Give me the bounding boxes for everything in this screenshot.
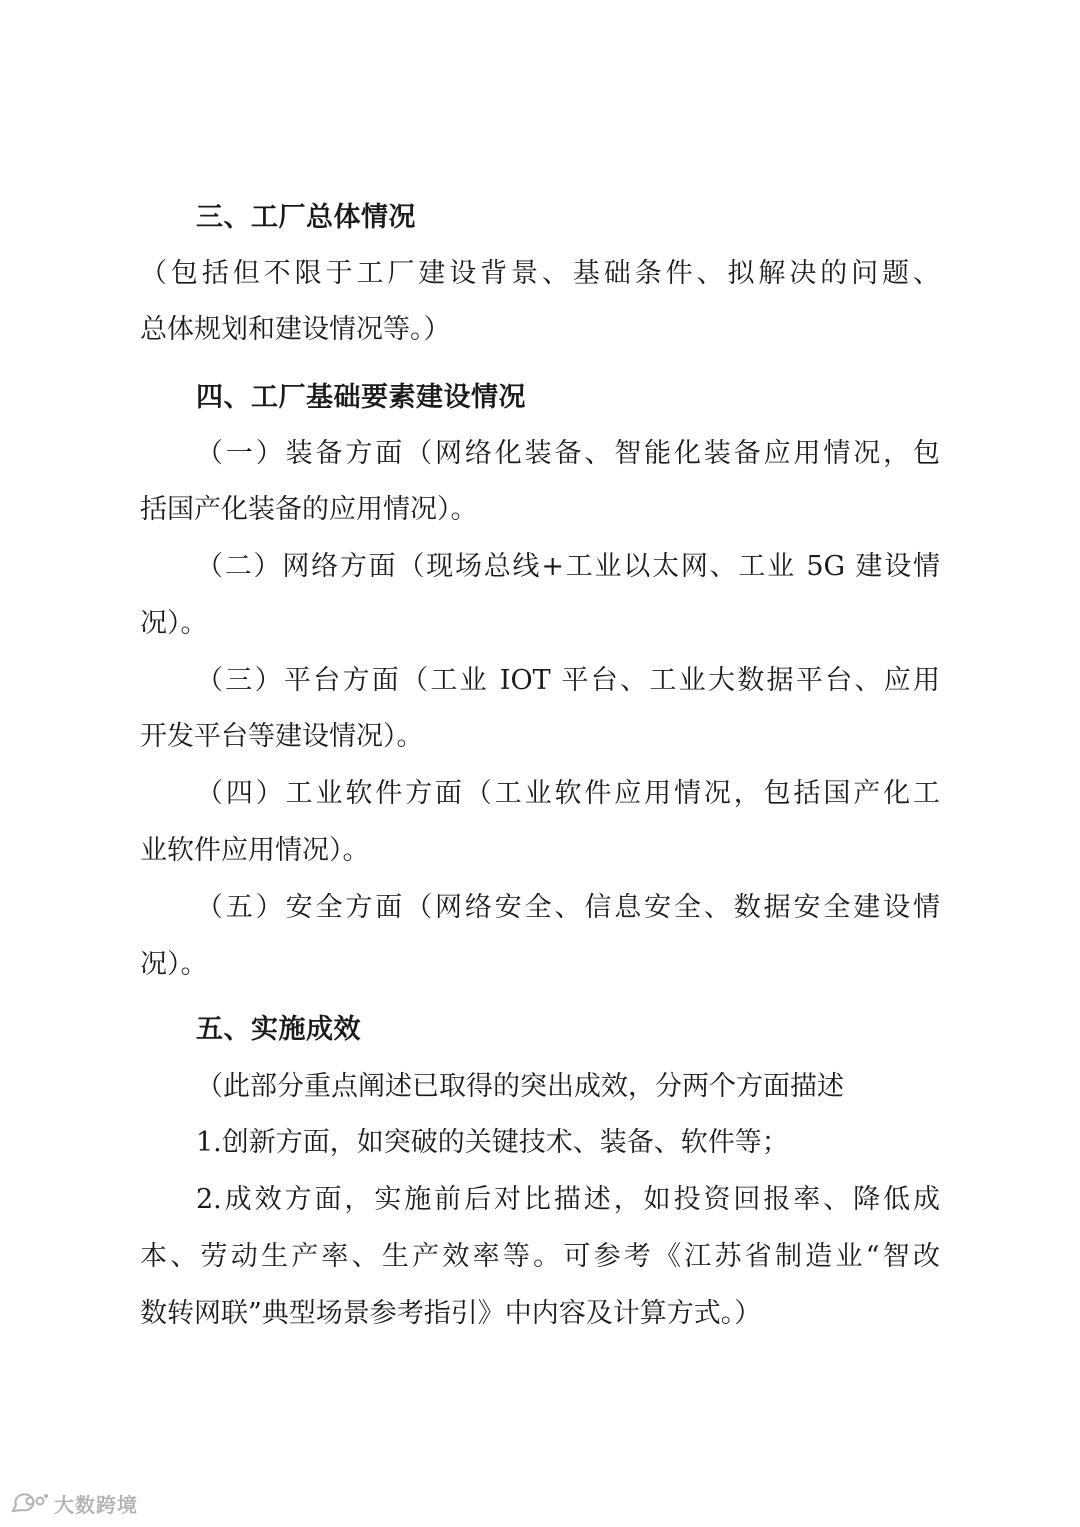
watermark: [10, 1488, 138, 1518]
section-5-point-2-line-3: 数转网联”典型场景参考指引》中内容及计算方式。）: [140, 1298, 762, 1329]
section-4-item-1-line-2: 括国产化装备的应用情况）。: [140, 494, 478, 525]
section-5-heading: 五、实施成效: [196, 1014, 361, 1045]
section-4-item-3-line-2: 开发平台等建设情况）。: [140, 721, 424, 752]
chat-bubble-logo-icon: [10, 1491, 50, 1515]
section-4-item-2-line-1: （二）网络方面（现场总线+工业以太网、工业 5G 建设情: [196, 551, 940, 582]
section-4-item-5-line-1: （五）安全方面（网络安全、信息安全、数据安全建设情: [196, 892, 940, 923]
section-4-item-2-line-2: 况）。: [140, 608, 208, 639]
section-5-point-2-line-2: 本、劳动生产率、生产效率等。可参考《江苏省制造业“智改: [140, 1241, 940, 1272]
section-5-intro: （此部分重点阐述已取得的突出成效，分两个方面描述: [196, 1071, 844, 1102]
section-4-item-1-line-1: （一）装备方面（网络化装备、智能化装备应用情况，包: [196, 438, 940, 469]
section-4-heading: 四、工厂基础要素建设情况: [196, 382, 526, 413]
section-3-desc-line-1: （包括但不限于工厂建设背景、基础条件、拟解决的问题、: [140, 258, 940, 289]
section-5-point-1: 1.创新方面，如突破的关键技术、装备、软件等；: [196, 1127, 789, 1158]
section-4-item-4-line-1: （四）工业软件方面（工业软件应用情况，包括国产化工: [196, 778, 940, 809]
section-3-heading: 三、工厂总体情况: [196, 202, 416, 233]
section-4-item-3-line-1: （三）平台方面（工业 IOT 平台、工业大数据平台、应用: [196, 665, 940, 696]
watermark-text: 大数跨境: [54, 1492, 138, 1517]
section-4-item-5-line-2: 况）。: [140, 949, 208, 980]
section-4-item-4-line-2: 业软件应用情况）。: [140, 835, 370, 866]
section-5-point-2-line-1: 2.成效方面，实施前后对比描述，如投资回报率、降低成: [196, 1184, 940, 1215]
section-3-desc-line-2: 总体规划和建设情况等。）: [140, 314, 451, 345]
